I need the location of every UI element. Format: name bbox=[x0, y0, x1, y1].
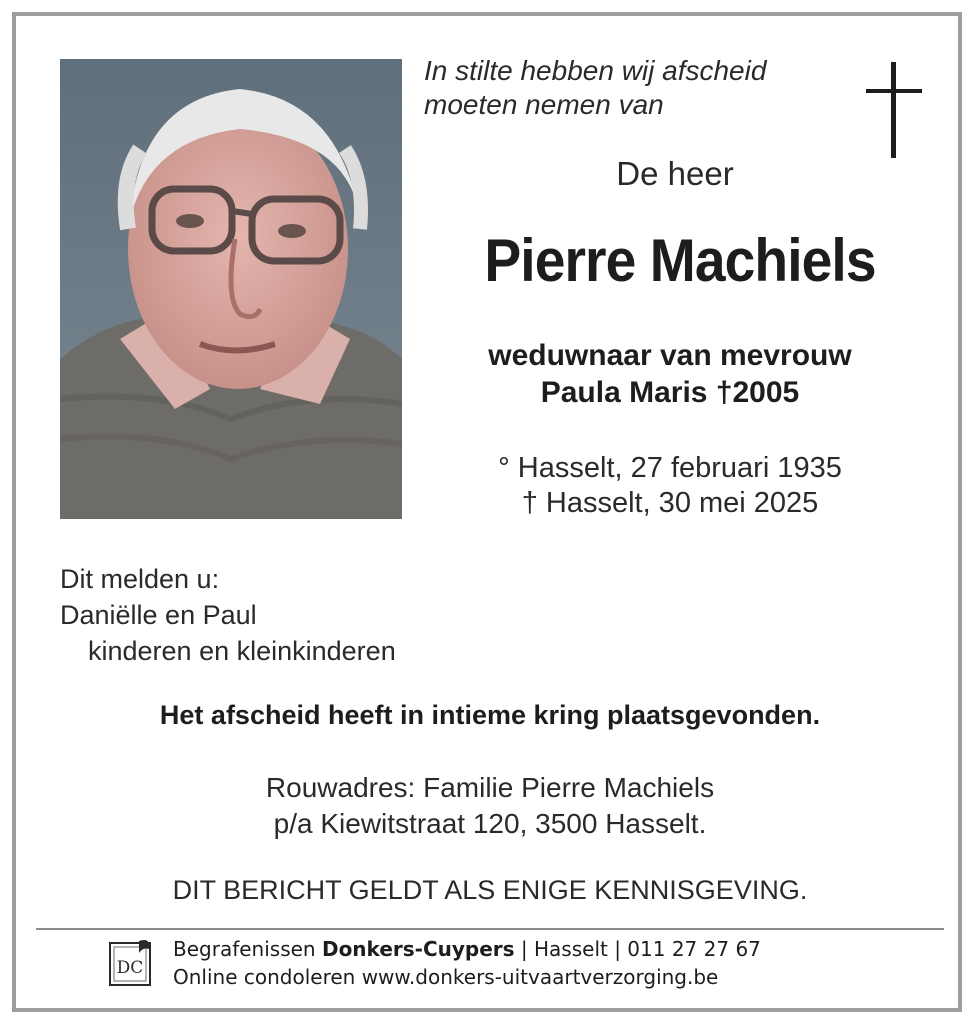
intro-line-2: moeten nemen van bbox=[424, 89, 664, 120]
condolence-address bbox=[140, 770, 840, 842]
funeral-home-footer bbox=[173, 935, 933, 991]
portrait-illustration bbox=[60, 59, 402, 519]
intro-line-1: In stilte hebben wij afscheid bbox=[424, 55, 767, 86]
footer-separator-1: | bbox=[514, 937, 534, 961]
spouse-line-1: weduwnaar van mevrouw bbox=[488, 339, 852, 372]
logo-text: DC bbox=[116, 958, 144, 978]
intro-text bbox=[424, 54, 844, 122]
footer-prefix: Begrafenissen bbox=[173, 937, 322, 961]
life-dates bbox=[440, 451, 900, 521]
announcers-names: Daniëlle en Paul bbox=[60, 600, 257, 630]
announcers-relation: kinderen en kleinkinderen bbox=[88, 636, 396, 666]
death-date: † Hasselt, 30 mei 2025 bbox=[521, 487, 819, 519]
salutation: De heer bbox=[616, 155, 734, 192]
birth-date: ° Hasselt, 27 februari 1935 bbox=[498, 452, 842, 484]
spouse-info bbox=[420, 337, 920, 411]
address-line-1: Rouwadres: Familie Pierre Machiels bbox=[265, 772, 715, 803]
footer-line-1 bbox=[173, 935, 933, 963]
announcers bbox=[60, 561, 480, 669]
footer-divider bbox=[36, 928, 944, 930]
funeral-home-logo-icon bbox=[109, 939, 153, 987]
footer-city: Hasselt bbox=[534, 937, 608, 961]
portrait-photo bbox=[60, 59, 402, 519]
footer-phone: 011 27 27 67 bbox=[627, 937, 761, 961]
funeral-home-name: Donkers-Cuypers bbox=[321, 937, 515, 961]
spouse-line-2: Paula Maris †2005 bbox=[540, 376, 800, 409]
official-notice: DIT BERICHT GELDT ALS ENIGE KENNISGEVING. bbox=[172, 875, 808, 905]
footer-separator-2: | bbox=[607, 937, 628, 961]
address-line-2: p/a Kiewitstraat 120, 3500 Hasselt. bbox=[273, 808, 707, 839]
deceased-name: Pierre Machiels bbox=[484, 227, 876, 294]
footer-online-condolences: Online condoleren www.donkers-uitvaartverzorging.be bbox=[173, 965, 719, 989]
cross-icon bbox=[866, 62, 922, 158]
farewell-statement: Het afscheid heeft in intieme kring plaatsgevonden. bbox=[159, 700, 821, 730]
announcers-heading: Dit melden u: bbox=[60, 564, 220, 594]
